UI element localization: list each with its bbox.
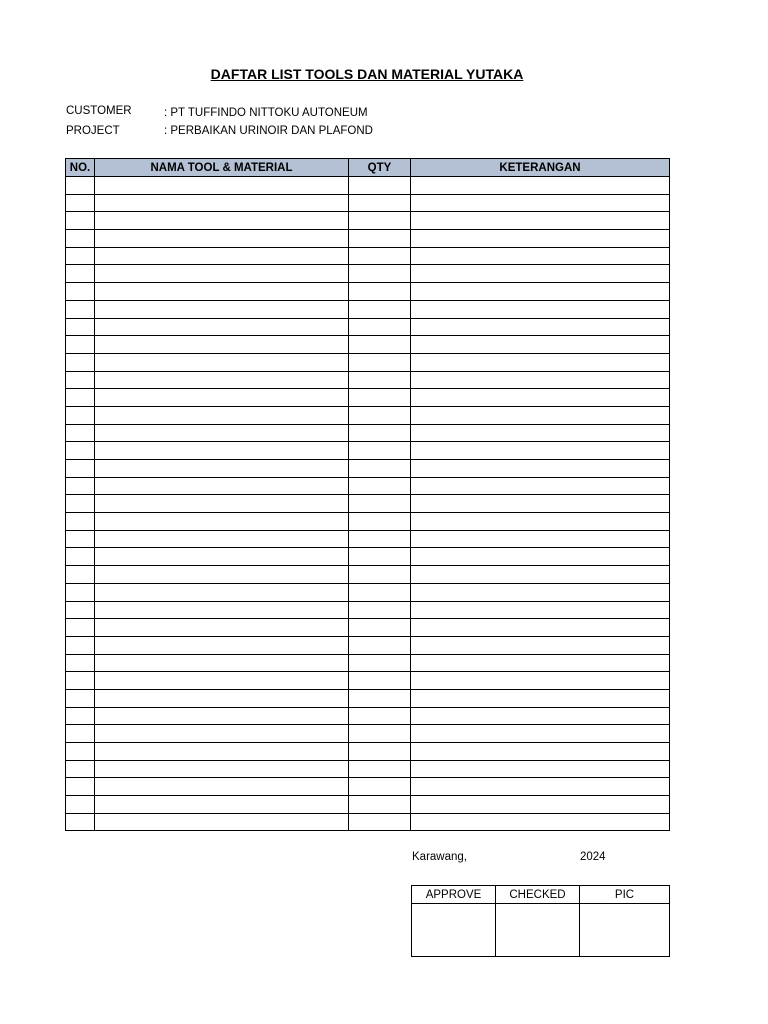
header-qty: QTY [349,159,411,177]
cell-no [66,743,95,761]
table-row [66,743,670,761]
cell-qty [349,707,411,725]
header-no: NO. [66,159,95,177]
table-row [66,672,670,690]
table-row [66,406,670,424]
cell-keterangan [411,725,670,743]
table-row [66,265,670,283]
cell-qty [349,283,411,301]
cell-keterangan [411,177,670,195]
cell-qty [349,194,411,212]
table-row [66,813,670,831]
cell-qty [349,477,411,495]
cell-qty [349,424,411,442]
cell-qty [349,318,411,336]
cell-keterangan [411,548,670,566]
cell-qty [349,265,411,283]
cell-nama [95,318,349,336]
customer-value: : PT TUFFINDO NITTOKU AUTONEUM [164,107,368,119]
cell-keterangan [411,530,670,548]
cell-keterangan [411,283,670,301]
table-row [66,796,670,814]
cell-qty [349,495,411,513]
cell-nama [95,530,349,548]
table-row [66,460,670,478]
cell-nama [95,353,349,371]
year-label: 2024 [580,851,606,863]
cell-no [66,318,95,336]
cell-keterangan [411,707,670,725]
cell-nama [95,460,349,478]
cell-qty [349,371,411,389]
cell-qty [349,636,411,654]
cell-qty [349,530,411,548]
cell-no [66,672,95,690]
cell-nama [95,477,349,495]
table-row [66,530,670,548]
cell-nama [95,495,349,513]
cell-qty [349,230,411,248]
cell-nama [95,619,349,637]
cell-qty [349,778,411,796]
cell-nama [95,247,349,265]
cell-keterangan [411,566,670,584]
cell-keterangan [411,318,670,336]
cell-no [66,654,95,672]
signature-checked-box [496,904,580,957]
table-row [66,336,670,354]
cell-qty [349,300,411,318]
cell-nama [95,760,349,778]
table-row [66,707,670,725]
table-row [66,566,670,584]
signature-pic-label: PIC [580,886,670,904]
cell-no [66,566,95,584]
cell-keterangan [411,265,670,283]
cell-no [66,760,95,778]
cell-keterangan [411,230,670,248]
table-row [66,495,670,513]
cell-keterangan [411,424,670,442]
cell-nama [95,707,349,725]
cell-nama [95,725,349,743]
cell-keterangan [411,813,670,831]
cell-nama [95,583,349,601]
cell-keterangan [411,247,670,265]
cell-nama [95,283,349,301]
cell-nama [95,601,349,619]
cell-no [66,796,95,814]
cell-no [66,778,95,796]
cell-nama [95,442,349,460]
cell-keterangan [411,389,670,407]
cell-no [66,336,95,354]
cell-keterangan [411,300,670,318]
cell-nama [95,177,349,195]
cell-keterangan [411,353,670,371]
cell-no [66,247,95,265]
table-row [66,371,670,389]
cell-no [66,300,95,318]
table-row [66,442,670,460]
cell-nama [95,265,349,283]
cell-no [66,424,95,442]
cell-qty [349,601,411,619]
table-row [66,424,670,442]
cell-no [66,513,95,531]
cell-qty [349,247,411,265]
signature-approve-box [412,904,496,957]
cell-keterangan [411,654,670,672]
cell-keterangan [411,778,670,796]
cell-no [66,707,95,725]
table-row [66,654,670,672]
cell-nama [95,513,349,531]
table-row [66,725,670,743]
cell-no [66,371,95,389]
project-value: : PERBAIKAN URINOIR DAN PLAFOND [164,125,373,137]
table-row [66,389,670,407]
cell-nama [95,813,349,831]
cell-no [66,495,95,513]
customer-label: CUSTOMER [66,105,132,117]
cell-qty [349,353,411,371]
table-row [66,548,670,566]
table-row [66,760,670,778]
cell-nama [95,672,349,690]
cell-qty [349,583,411,601]
table-row [66,619,670,637]
cell-keterangan [411,636,670,654]
table-row [66,601,670,619]
cell-qty [349,177,411,195]
cell-keterangan [411,194,670,212]
cell-qty [349,548,411,566]
table-body [66,177,670,831]
table-row [66,689,670,707]
table-row [66,318,670,336]
table-row [66,300,670,318]
cell-no [66,601,95,619]
cell-qty [349,460,411,478]
table-row [66,177,670,195]
table-row [66,194,670,212]
signature-pic-box [580,904,670,957]
header-keterangan: KETERANGAN [411,159,670,177]
cell-keterangan [411,212,670,230]
cell-nama [95,194,349,212]
cell-keterangan [411,672,670,690]
signature-approve-label: APPROVE [412,886,496,904]
cell-nama [95,371,349,389]
cell-no [66,283,95,301]
cell-nama [95,636,349,654]
cell-keterangan [411,583,670,601]
table-row [66,230,670,248]
cell-qty [349,406,411,424]
cell-keterangan [411,495,670,513]
cell-no [66,177,95,195]
cell-qty [349,389,411,407]
cell-keterangan [411,513,670,531]
document-title: DAFTAR LIST TOOLS DAN MATERIAL YUTAKA [210,66,524,82]
cell-no [66,477,95,495]
signature-checked-label: CHECKED [496,886,580,904]
cell-no [66,530,95,548]
cell-nama [95,566,349,584]
table-row [66,636,670,654]
cell-no [66,636,95,654]
cell-qty [349,654,411,672]
cell-no [66,725,95,743]
table-row [66,477,670,495]
cell-qty [349,513,411,531]
cell-no [66,406,95,424]
cell-qty [349,212,411,230]
cell-no [66,619,95,637]
cell-keterangan [411,689,670,707]
cell-keterangan [411,477,670,495]
table-row [66,353,670,371]
cell-qty [349,689,411,707]
cell-keterangan [411,601,670,619]
cell-keterangan [411,336,670,354]
cell-keterangan [411,442,670,460]
cell-no [66,548,95,566]
table-row [66,283,670,301]
cell-nama [95,389,349,407]
cell-no [66,194,95,212]
cell-qty [349,619,411,637]
cell-keterangan [411,743,670,761]
cell-keterangan [411,760,670,778]
cell-qty [349,442,411,460]
cell-qty [349,743,411,761]
cell-nama [95,336,349,354]
project-label: PROJECT [66,125,120,137]
cell-no [66,212,95,230]
signature-header-row [412,886,670,904]
cell-no [66,265,95,283]
cell-nama [95,743,349,761]
cell-qty [349,760,411,778]
cell-nama [95,212,349,230]
tools-material-table [65,158,670,831]
cell-no [66,353,95,371]
cell-keterangan [411,406,670,424]
table-row [66,778,670,796]
table-row [66,247,670,265]
cell-nama [95,548,349,566]
cell-nama [95,230,349,248]
cell-qty [349,796,411,814]
cell-qty [349,725,411,743]
cell-nama [95,406,349,424]
cell-nama [95,654,349,672]
cell-qty [349,336,411,354]
cell-no [66,442,95,460]
cell-keterangan [411,371,670,389]
cell-no [66,460,95,478]
cell-no [66,813,95,831]
cell-nama [95,689,349,707]
cell-nama [95,796,349,814]
cell-nama [95,424,349,442]
cell-nama [95,300,349,318]
header-nama-tool-material: NAMA TOOL & MATERIAL [95,159,349,177]
place-label: Karawang, [412,851,467,863]
cell-keterangan [411,460,670,478]
table-row [66,212,670,230]
signature-space-row [412,904,670,957]
cell-keterangan [411,619,670,637]
cell-no [66,689,95,707]
cell-no [66,389,95,407]
cell-qty [349,813,411,831]
cell-no [66,230,95,248]
cell-keterangan [411,796,670,814]
table-row [66,513,670,531]
cell-qty [349,566,411,584]
cell-qty [349,672,411,690]
table-header-row [66,159,670,177]
signature-table [411,885,670,957]
cell-nama [95,778,349,796]
cell-no [66,583,95,601]
table-row [66,583,670,601]
